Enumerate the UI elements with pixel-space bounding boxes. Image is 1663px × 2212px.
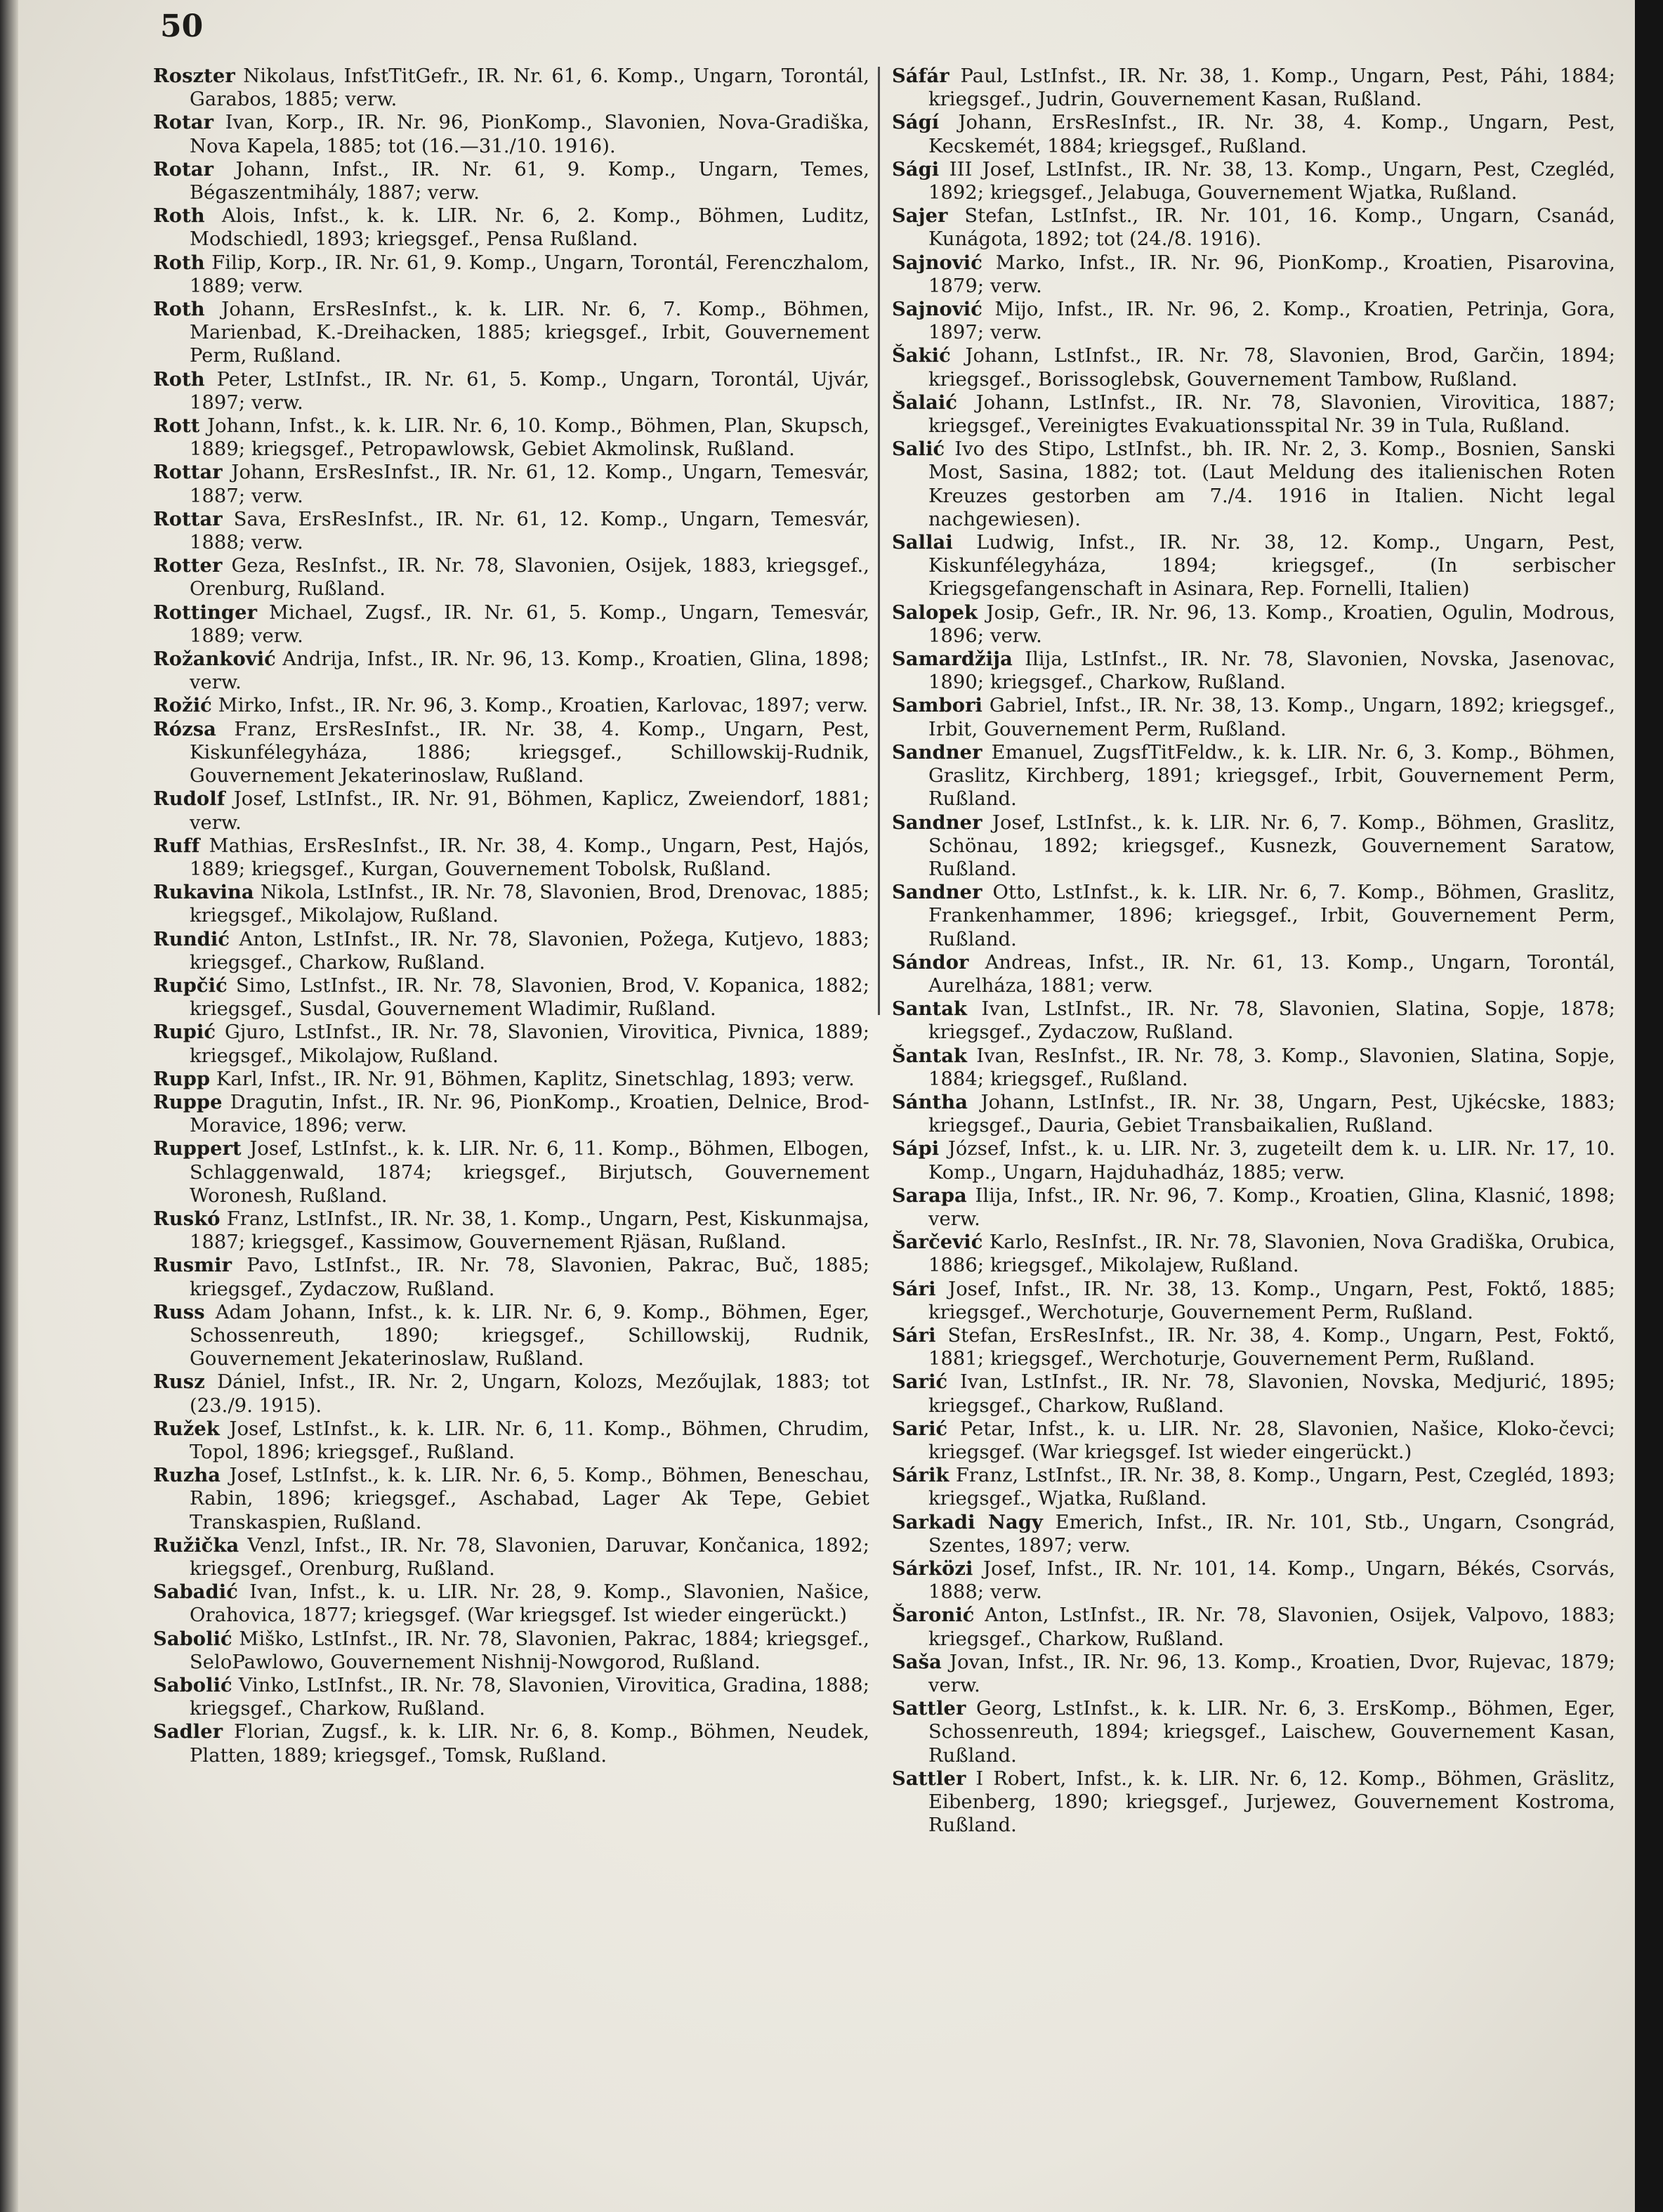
entry-details: Nikolaus, InfstTitGefr., IR. Nr. 61, 6. Komp., Ungarn, Torontál, Garabos, 1885; verw. — [190, 65, 869, 111]
list-entry — [892, 158, 1615, 204]
list-entry — [153, 974, 869, 1021]
list-entry — [153, 1418, 869, 1464]
entry-details: Peter, LstInfst., IR. Nr. 61, 5. Komp., Ungarn, Torontál, Ujvár, 1897; verw. — [190, 368, 869, 414]
list-entry — [892, 1511, 1615, 1557]
entry-surname: Sáfár — [892, 65, 949, 87]
entry-details: Josip, Gefr., IR. Nr. 96, 13. Komp., Kroatien, Ogulin, Modrous, 1896; verw. — [928, 601, 1615, 647]
list-entry — [153, 1720, 869, 1767]
entry-details: Mathias, ErsResInfst., IR. Nr. 38, 4. Komp., Ungarn, Pest, Hajós, 1889; kriegsgef., Kurgan, Gouvernement Tobolsk, Rußland. — [190, 835, 869, 880]
entry-details: Simo, LstInfst., IR. Nr. 78, Slavonien, Brod, V. Kopanica, 1882; kriegsgef., Susdal, Gouvernement Wladimir, Rußland. — [190, 974, 869, 1021]
entry-details: Venzl, Infst., IR. Nr. 78, Slavonien, Daruvar, Končanica, 1892; kriegsgef., Orenburg, Rußland. — [190, 1534, 869, 1580]
entry-details: Johann, LstInfst., IR. Nr. 38, Ungarn, Pest, Ujkécske, 1883; kriegsgef., Dauria, Gebiet Transbaikalien, Rußland. — [928, 1091, 1615, 1137]
entry-details: Johann, LstInfst., IR. Nr. 78, Slavonien, Brod, Garčin, 1894; kriegsgef., Borissoglebsk, Gouvernement Tambow, Rußland. — [928, 345, 1615, 391]
entry-surname: Ruzha — [153, 1464, 221, 1487]
entry-surname: Šaronić — [892, 1604, 975, 1627]
list-entry — [892, 1137, 1615, 1184]
list-entry — [892, 1278, 1615, 1324]
entry-details: Johann, ErsResInfst., IR. Nr. 38, 4. Komp., Ungarn, Pest, Kecskemét, 1884; kriegsgef., Rußland. — [928, 112, 1615, 157]
entry-surname: Ságí — [892, 111, 940, 134]
list-entry — [892, 298, 1615, 344]
entry-surname: Rožić — [153, 694, 212, 717]
entry-details: Stefan, LstInfst., IR. Nr. 101, 16. Komp., Ungarn, Csanád, Kunágota, 1892; tot (24./8. 1916). — [928, 205, 1615, 251]
entry-surname: Sandner — [892, 811, 982, 834]
list-entry — [153, 508, 869, 554]
list-entry — [892, 251, 1615, 298]
list-entry — [153, 1091, 869, 1137]
entry-details: Dragutin, Infst., IR. Nr. 96, PionKomp., Kroatien, Delnice, Brod-Moravice, 1896; verw. — [190, 1091, 869, 1137]
entry-details: Andrija, Infst., IR. Nr. 96, 13. Komp., Kroatien, Glina, 1898; verw. — [190, 648, 869, 694]
entry-surname: Sambori — [892, 694, 983, 717]
entry-details: Ivan, Korp., IR. Nr. 96, PionKomp., Slavonien, Nova-Gradiška, Nova Kapela, 1885; tot (16.—31./10. 1916). — [190, 112, 869, 157]
entry-surname: Rudolf — [153, 787, 225, 811]
list-entry — [153, 1208, 869, 1254]
list-entry — [892, 1697, 1615, 1767]
entry-details: Ivan, Infst., k. u. LIR. Nr. 28, 9. Komp., Slavonien, Našice, Orahovica, 1877; kriegsgef. (War kriegsgef. Ist wieder eingerückt.) — [190, 1581, 869, 1627]
entry-details: Ludwig, Infst., IR. Nr. 38, 12. Komp., Ungarn, Pest, Kiskunfélegyháza, 1894; kriegsgef., (In serbischer Kriegsgefangenschaft in Asinara, Rep. Fornelli, Italien) — [928, 532, 1615, 601]
entry-details: Emanuel, ZugsfTitFeldw., k. k. LIR. Nr. 6, 3. Komp., Böhmen, Graslitz, Kirchberg, 1891; kriegsgef., Irbit, Gouvernement Perm, Rußland. — [928, 741, 1615, 811]
list-entry — [892, 997, 1615, 1044]
entry-details: Anton, LstInfst., IR. Nr. 78, Slavonien, Požega, Kutjevo, 1883; kriegsgef., Charkow, Rußland. — [190, 928, 869, 974]
list-entry — [153, 1464, 869, 1534]
entry-details: Nikola, LstInfst., IR. Nr. 78, Slavonien, Brod, Drenovac, 1885; kriegsgef., Mikolajow, Rußland. — [190, 882, 869, 927]
entry-surname: Sajnović — [892, 298, 982, 321]
entry-details: Michael, Zugsf., IR. Nr. 61, 5. Komp., Ungarn, Temesvár, 1889; verw. — [190, 601, 869, 647]
list-entry — [892, 1184, 1615, 1231]
entry-details: Pavo, LstInfst., IR. Nr. 78, Slavonien, Pakrac, Buč, 1885; kriegsgef., Zydaczow, Rußland. — [190, 1255, 869, 1300]
entry-details: I Robert, Infst., k. k. LIR. Nr. 6, 12. Komp., Böhmen, Gräslitz, Eibenberg, 1890; kriegsgef., Jurjewez, Gouvernement Kostroma, Rußland. — [928, 1767, 1615, 1837]
list-entry — [153, 251, 869, 298]
list-entry — [153, 111, 869, 157]
entry-details: Johann, ErsResInfst., k. k. LIR. Nr. 6, 7. Komp., Böhmen, Marienbad, K.-Dreihacken, 1885; kriegsgef., Irbit, Gouvernement Perm, Rußland. — [190, 299, 869, 367]
list-entry — [892, 531, 1615, 601]
entry-surname: Sántha — [892, 1090, 968, 1113]
list-entry — [153, 787, 869, 834]
entry-surname: Šakić — [892, 344, 951, 367]
list-entry — [892, 811, 1615, 882]
entry-surname: Ruppe — [153, 1090, 223, 1113]
entry-surname: Sárközi — [892, 1557, 973, 1580]
entry-surname: Salić — [892, 438, 945, 461]
list-entry — [153, 368, 869, 414]
list-entry — [892, 111, 1615, 157]
list-entry — [892, 1557, 1615, 1604]
entry-surname: Sabolić — [153, 1627, 232, 1650]
list-entry — [153, 204, 869, 251]
entry-surname: Šalaić — [892, 391, 958, 414]
entry-details: Josef, LstInfst., k. k. LIR. Nr. 6, 11. Komp., Böhmen, Chrudim, Topol, 1896; kriegsgef., Rußland. — [190, 1418, 869, 1463]
page-number: 50 — [160, 8, 204, 44]
entry-surname: Rusmir — [153, 1254, 232, 1277]
list-entry — [892, 648, 1615, 694]
list-entry — [153, 718, 869, 788]
entry-surname: Šarčević — [892, 1231, 983, 1254]
entry-surname: Sabadić — [153, 1581, 238, 1604]
entry-surname: Sági — [892, 157, 940, 181]
list-entry — [153, 461, 869, 507]
entry-details: Karlo, ResInfst., IR. Nr. 78, Slavonien, Nova Gradiška, Orubica, 1886; kriegsgef., Mikolajew, Rußland. — [928, 1231, 1615, 1277]
list-entry — [153, 414, 869, 461]
list-entry — [153, 1674, 869, 1720]
list-entry — [892, 65, 1615, 111]
left-column — [153, 65, 869, 1767]
entry-surname: Sarić — [892, 1417, 948, 1440]
entry-surname: Sattler — [892, 1697, 966, 1720]
list-entry — [892, 391, 1615, 438]
list-entry — [892, 438, 1615, 531]
entry-surname: Sándor — [892, 950, 969, 974]
entry-details: Franz, ErsResInfst., IR. Nr. 38, 4. Komp., Ungarn, Pest, Kiskunfélegyháza, 1886; kriegsgef., Schillowskij-Rudnik, Gouvernement Jekaterinoslaw, Rußland. — [190, 718, 869, 787]
entry-surname: Salopek — [892, 601, 978, 624]
list-entry — [153, 65, 869, 111]
entry-details: Vinko, LstInfst., IR. Nr. 78, Slavonien, Virovitica, Gradina, 1888; kriegsgef., Charkow, Rußland. — [190, 1675, 869, 1720]
entry-details: Petar, Infst., k. u. LIR. Nr. 28, Slavonien, Našice, Kloko-čevci; kriegsgef. (War kriegsgef. Ist wieder eingerückt.) — [928, 1418, 1615, 1463]
list-entry — [153, 1137, 869, 1208]
list-entry — [892, 951, 1615, 997]
entry-surname: Sallai — [892, 531, 953, 554]
entry-surname: Rotar — [153, 111, 214, 134]
list-entry — [153, 1628, 869, 1674]
entry-details: Karl, Infst., IR. Nr. 91, Böhmen, Kaplitz, Sinetschlag, 1893; verw. — [210, 1068, 855, 1090]
entry-surname: Roth — [153, 204, 205, 228]
entry-details: Franz, LstInfst., IR. Nr. 38, 1. Komp., Ungarn, Pest, Kiskunmajsa, 1887; kriegsgef., Kassimow, Gouvernement Rjäsan, Rußland. — [190, 1208, 869, 1254]
entry-details: Josef, Infst., IR. Nr. 101, 14. Komp., Ungarn, Békés, Csorvás, 1888; verw. — [928, 1558, 1615, 1604]
entry-details: Miško, LstInfst., IR. Nr. 78, Slavonien, Pakrac, 1884; kriegsgef., SeloPawlowo, Gouvernement Nishnij-Nowgorod, Rußland. — [190, 1628, 869, 1673]
entry-surname: Sattler — [892, 1767, 966, 1790]
entry-details: Stefan, ErsResInfst., IR. Nr. 38, 4. Komp., Ungarn, Pest, Foktő, 1881; kriegsgef., Werchoturje, Gouvernement Perm, Rußland. — [928, 1324, 1615, 1370]
scan-edge-right — [1635, 0, 1663, 2212]
entry-surname: Rózsa — [153, 717, 216, 740]
entry-surname: Rotar — [153, 157, 214, 181]
entry-surname: Sári — [892, 1323, 936, 1347]
entry-details: Ivo des Stipo, LstInfst., bh. IR. Nr. 2, 3. Komp., Bosnien, Sanski Most, Sasina, 1882; tot. (Laut Meldung des italienischen Roten Kreuzes gestorben am 7./4. 1916 in Italien. Nicht legal nachgewiesen). — [928, 438, 1615, 530]
entry-details: Gjuro, LstInfst., IR. Nr. 78, Slavonien, Virovitica, Pivnica, 1889; kriegsgef., Mikolajow, Rußland. — [190, 1021, 869, 1067]
list-entry — [153, 694, 869, 717]
entry-surname: Ružek — [153, 1417, 220, 1440]
entry-surname: Santak — [892, 997, 968, 1021]
entry-details: Josef, LstInfst., IR. Nr. 91, Böhmen, Kaplicz, Zweiendorf, 1881; verw. — [190, 788, 869, 834]
entry-surname: Roszter — [153, 65, 235, 87]
entry-details: Emerich, Infst., IR. Nr. 101, Stb., Ungarn, Csongrád, Szentes, 1897; verw. — [928, 1511, 1615, 1557]
entry-surname: Sabolić — [153, 1674, 232, 1697]
entry-surname: Rupčić — [153, 974, 228, 997]
entry-surname: Sajer — [892, 204, 948, 228]
list-entry — [892, 1045, 1615, 1091]
entry-surname: Sarapa — [892, 1184, 967, 1207]
list-entry — [153, 1581, 869, 1627]
list-entry — [892, 694, 1615, 740]
list-entry — [153, 928, 869, 974]
entry-surname: Sápi — [892, 1137, 940, 1160]
entry-surname: Sárik — [892, 1464, 949, 1487]
entry-surname: Rott — [153, 414, 200, 438]
entry-surname: Roth — [153, 367, 205, 391]
list-entry — [153, 554, 869, 601]
entry-details: Sava, ErsResInfst., IR. Nr. 61, 12. Komp., Ungarn, Temesvár, 1888; verw. — [190, 508, 869, 554]
entry-details: Florian, Zugsf., k. k. LIR. Nr. 6, 8. Komp., Böhmen, Neudek, Platten, 1889; kriegsgef., Tomsk, Rußland. — [190, 1721, 869, 1767]
entry-details: Franz, LstInfst., IR. Nr. 38, 8. Komp., Ungarn, Pest, Czegléd, 1893; kriegsgef., Wjatka, Rußland. — [928, 1465, 1615, 1510]
list-entry — [892, 1231, 1615, 1277]
scan-edge-left — [0, 0, 18, 2212]
entry-surname: Roth — [153, 251, 205, 274]
entry-details: Paul, LstInfst., IR. Nr. 38, 1. Komp., Ungarn, Pest, Páhi, 1884; kriegsgef., Judrin, Gouvernement Kasan, Rußland. — [928, 65, 1615, 111]
entry-surname: Rottinger — [153, 601, 258, 624]
entry-details: Gabriel, Infst., IR. Nr. 38, 13. Komp., Ungarn, 1892; kriegsgef., Irbit, Gouvernement Perm, Rußland. — [928, 695, 1615, 740]
list-entry — [892, 204, 1615, 251]
list-entry — [153, 1068, 869, 1091]
entry-details: Ivan, ResInfst., IR. Nr. 78, 3. Komp., Slavonien, Slatina, Sopje, 1884; kriegsgef., Rußland. — [928, 1045, 1615, 1090]
entry-surname: Ružička — [153, 1533, 239, 1557]
entry-details: Josef, LstInfst., k. k. LIR. Nr. 6, 5. Komp., Böhmen, Beneschau, Rabin, 1896; kriegsgef., Aschabad, Lager Ak Tepe, Gebiet Transkaspien, Rußland. — [190, 1465, 869, 1533]
entry-details: Filip, Korp., IR. Nr. 61, 9. Komp., Ungarn, Torontál, Ferenczhalom, 1889; verw. — [190, 251, 869, 297]
entry-details: Otto, LstInfst., k. k. LIR. Nr. 6, 7. Komp., Böhmen, Graslitz, Frankenhammer, 1896; kriegsgef., Irbit, Gouvernement Perm, Rußland. — [928, 882, 1615, 950]
list-entry — [153, 298, 869, 368]
entry-details: Alois, Infst., k. k. LIR. Nr. 6, 2. Komp., Böhmen, Luditz, Modschiedl, 1893; kriegsgef., Pensa Rußland. — [190, 205, 869, 251]
entry-surname: Sandner — [892, 881, 982, 904]
list-entry — [892, 601, 1615, 648]
entry-details: Josef, Infst., IR. Nr. 38, 13. Komp., Ungarn, Pest, Foktő, 1885; kriegsgef., Werchoturje, Gouvernement Perm, Rußland. — [928, 1278, 1615, 1323]
entry-surname: Rotter — [153, 554, 223, 577]
entry-surname: Rukavina — [153, 881, 254, 904]
list-entry — [153, 1301, 869, 1371]
entry-surname: Rottar — [153, 507, 223, 530]
entry-surname: Rottar — [153, 461, 223, 484]
entry-details: Andreas, Infst., IR. Nr. 61, 13. Komp., Ungarn, Torontál, Aurelháza, 1881; verw. — [928, 951, 1615, 997]
entry-surname: Sári — [892, 1277, 936, 1300]
entry-details: Johann, ErsResInfst., IR. Nr. 61, 12. Komp., Ungarn, Temesvár, 1887; verw. — [190, 462, 869, 507]
entry-details: III Josef, LstInfst., IR. Nr. 38, 13. Komp., Ungarn, Pest, Czegléd, 1892; kriegsgef., Jelabuga, Gouvernement Wjatka, Rußland. — [928, 158, 1615, 204]
entry-details: Marko, Infst., IR. Nr. 96, PionKomp., Kroatien, Pisarovina, 1879; verw. — [928, 251, 1615, 297]
list-entry — [892, 1324, 1615, 1370]
column-divider — [878, 67, 880, 1015]
entry-surname: Roth — [153, 298, 205, 321]
entry-details: Geza, ResInfst., IR. Nr. 78, Slavonien, Osijek, 1883, kriegsgef., Orenburg, Rußland. — [190, 555, 869, 601]
entry-details: Ilija, Infst., IR. Nr. 96, 7. Komp., Kroatien, Glina, Klasnić, 1898; verw. — [928, 1184, 1615, 1230]
entry-details: Adam Johann, Infst., k. k. LIR. Nr. 6, 9. Komp., Böhmen, Eger, Schossenreuth, 1890; kriegsgef., Schillowskij, Rudnik, Gouvernement Jekaterinoslaw, Rußland. — [190, 1301, 869, 1370]
entry-surname: Sarkadi Nagy — [892, 1510, 1043, 1533]
entry-details: Ivan, LstInfst., IR. Nr. 78, Slavonien, Novska, Medjurić, 1895; kriegsgef., Charkow, Rußland. — [928, 1371, 1615, 1417]
entry-surname: Rundić — [153, 927, 230, 950]
entry-surname: Sadler — [153, 1720, 223, 1743]
right-column — [892, 65, 1615, 1837]
list-entry — [153, 601, 869, 648]
list-entry — [892, 881, 1615, 951]
entry-surname: Rusz — [153, 1370, 205, 1394]
entry-details: Ivan, LstInfst., IR. Nr. 78, Slavonien, Slatina, Sopje, 1878; kriegsgef., Zydaczow, Rußland. — [928, 998, 1615, 1044]
entry-surname: Sajnović — [892, 251, 982, 274]
entry-surname: Samardžija — [892, 648, 1013, 671]
entry-surname: Rupp — [153, 1067, 211, 1090]
list-entry — [153, 1021, 869, 1067]
entry-details: József, Infst., k. u. LIR. Nr. 3, zugeteilt dem k. u. LIR. Nr. 17, 10. Komp., Ungarn, Hajduhadház, 1885; verw. — [928, 1138, 1615, 1184]
entry-details: Georg, LstInfst., k. k. LIR. Nr. 6, 3. ErsKomp., Böhmen, Eger, Schossenreuth, 1894; kriegsgef., Laischew, Gouvernement Kasan, Rußland. — [928, 1698, 1615, 1767]
list-entry — [892, 1604, 1615, 1650]
entry-surname: Sarić — [892, 1370, 948, 1394]
entry-surname: Šantak — [892, 1044, 968, 1067]
list-entry — [153, 1370, 869, 1417]
entry-details: Mijo, Infst., IR. Nr. 96, 2. Komp., Kroatien, Petrinja, Gora, 1897; verw. — [928, 299, 1615, 344]
entry-surname: Ruskó — [153, 1207, 221, 1230]
list-entry — [892, 741, 1615, 811]
list-entry — [153, 1534, 869, 1581]
list-entry — [153, 1254, 869, 1300]
entry-details: Johann, Infst., k. k. LIR. Nr. 6, 10. Komp., Böhmen, Plan, Skupsch, 1889; kriegsgef., Petropawlowsk, Gebiet Akmolinsk, Rußland. — [190, 415, 869, 461]
list-entry — [153, 158, 869, 204]
list-entry — [892, 1091, 1615, 1137]
entry-details: Johann, LstInfst., IR. Nr. 78, Slavonien, Virovitica, 1887; kriegsgef., Vereinigtes Evakuationsspital Nr. 39 in Tula, Rußland. — [928, 391, 1615, 438]
list-entry — [892, 1651, 1615, 1697]
entry-details: Mirko, Infst., IR. Nr. 96, 3. Komp., Kroatien, Karlovac, 1897; verw. — [211, 695, 869, 717]
entry-details: Anton, LstInfst., IR. Nr. 78, Slavonien, Osijek, Valpovo, 1883; kriegsgef., Charkow, Rußland. — [928, 1604, 1615, 1650]
entry-surname: Ruff — [153, 834, 200, 857]
entry-details: Josef, LstInfst., k. k. LIR. Nr. 6, 11. Komp., Böhmen, Elbogen, Schlaggenwald, 1874; kriegsgef., Birjutsch, Gouvernement Woronesh, Rußland. — [190, 1138, 869, 1207]
list-entry — [153, 648, 869, 694]
entry-surname: Saša — [892, 1650, 942, 1673]
list-entry — [892, 1370, 1615, 1417]
list-entry — [892, 1464, 1615, 1510]
entry-surname: Russ — [153, 1300, 205, 1323]
entry-surname: Rupić — [153, 1021, 216, 1044]
list-entry — [153, 881, 869, 927]
entry-details: Johann, Infst., IR. Nr. 61, 9. Komp., Ungarn, Temes, Bégaszentmihály, 1887; verw. — [190, 158, 869, 204]
entry-surname: Sandner — [892, 740, 982, 764]
entry-surname: Ruppert — [153, 1137, 242, 1160]
entry-surname: Rožanković — [153, 648, 276, 671]
list-entry — [892, 344, 1615, 391]
list-entry — [892, 1767, 1615, 1838]
list-entry — [153, 835, 869, 881]
entry-details: Dániel, Infst., IR. Nr. 2, Ungarn, Kolozs, Mezőujlak, 1883; tot (23./9. 1915). — [190, 1371, 869, 1417]
entry-details: Jovan, Infst., IR. Nr. 96, 13. Komp., Kroatien, Dvor, Rujevac, 1879; verw. — [928, 1651, 1615, 1697]
entry-details: Ilija, LstInfst., IR. Nr. 78, Slavonien, Novska, Jasenovac, 1890; kriegsgef., Charkow, Rußland. — [928, 648, 1615, 694]
list-entry — [892, 1418, 1615, 1464]
entry-details: Josef, LstInfst., k. k. LIR. Nr. 6, 7. Komp., Böhmen, Graslitz, Schönau, 1892; kriegsgef., Kusnezk, Gouvernement Saratow, Rußland. — [928, 811, 1615, 880]
